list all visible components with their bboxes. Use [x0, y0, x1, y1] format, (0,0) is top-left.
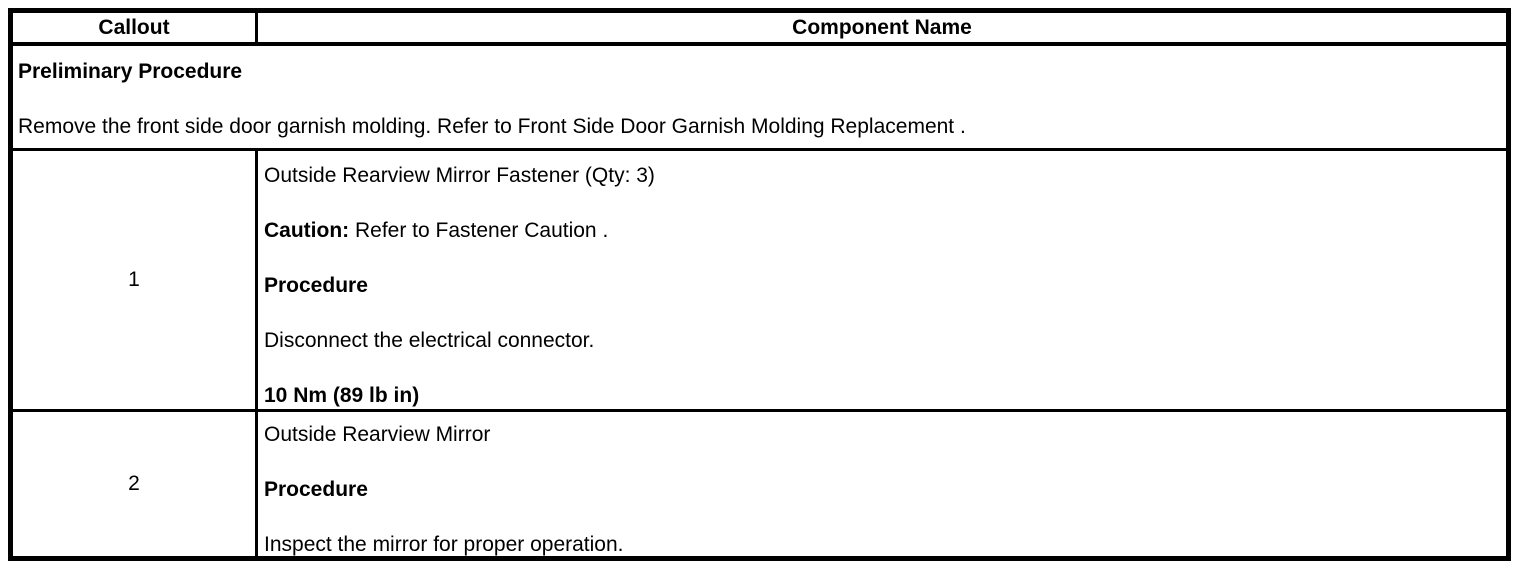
torque-spec: 10 Nm (89 lb in)	[264, 384, 420, 407]
header-callout-label: Callout	[98, 15, 170, 39]
callout-table	[8, 8, 1511, 561]
preliminary-procedure-title: Preliminary Procedure	[18, 60, 243, 83]
procedure-step: Disconnect the electrical connector.	[264, 329, 595, 352]
header-component-name-label: Component Name	[792, 15, 972, 39]
caution-text: Refer to Fastener Caution .	[349, 219, 609, 242]
table-row	[13, 412, 1506, 556]
procedure-step: Inspect the mirror for proper operation.	[264, 533, 624, 556]
table-header-row	[13, 13, 1506, 46]
callout-number: 1	[128, 268, 140, 291]
callout-number: 2	[128, 472, 140, 495]
callout-number-cell	[13, 151, 258, 409]
preliminary-procedure-row	[13, 46, 1506, 151]
header-callout-cell	[13, 13, 258, 42]
preliminary-procedure-body: Remove the front side door garnish molding. Refer to Front Side Door Garnish Molding Replacement .	[18, 115, 966, 138]
component-cell	[258, 151, 1506, 409]
component-title: Outside Rearview Mirror Fastener (Qty: 3)	[264, 164, 655, 187]
callout-number-cell	[13, 412, 258, 556]
caution-label: Caution:	[264, 219, 350, 242]
table-row	[13, 151, 1506, 412]
component-cell	[258, 412, 1506, 556]
header-component-name-cell	[258, 13, 1506, 42]
caution-note	[264, 218, 1496, 244]
component-title: Outside Rearview Mirror	[264, 423, 491, 446]
procedure-heading: Procedure	[264, 274, 368, 297]
procedure-heading: Procedure	[264, 478, 368, 501]
